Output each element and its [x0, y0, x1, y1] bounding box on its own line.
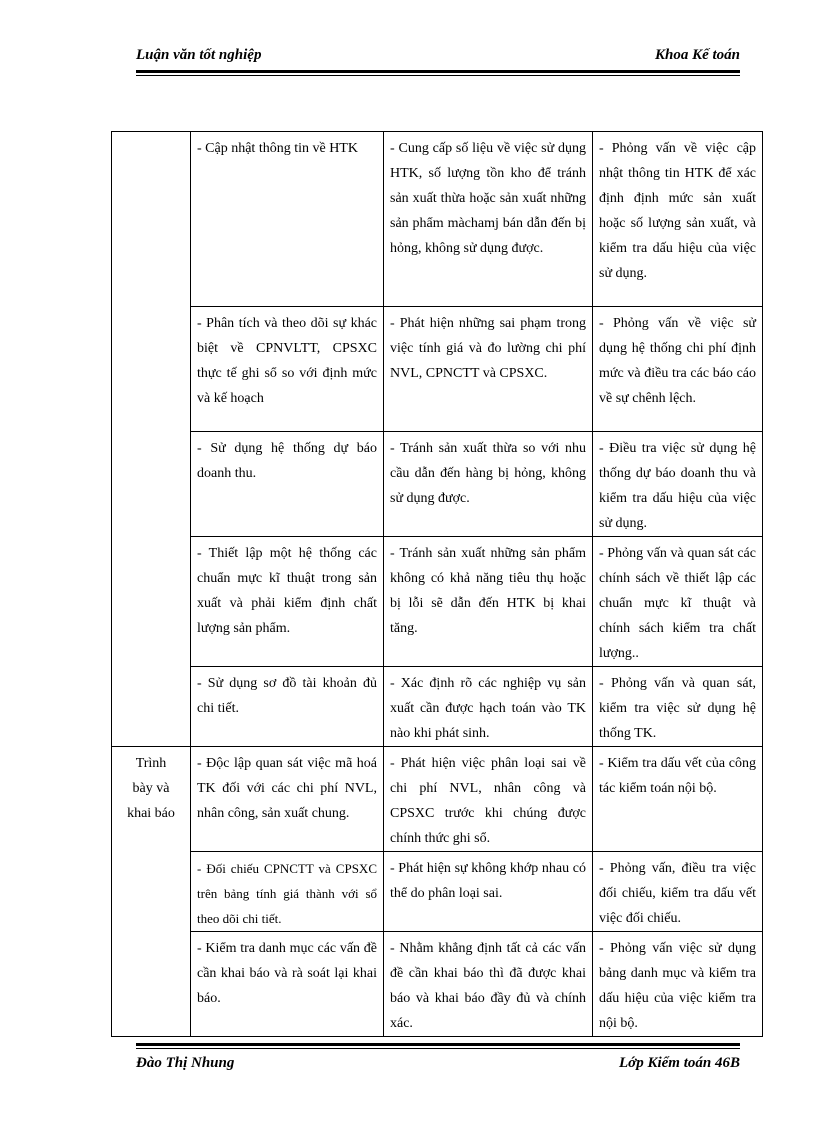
table-row — [112, 932, 763, 1037]
control-purpose-cell: - Xác định rõ các nghiệp vụ sản xuất cần được hạch toán vào TK nào khi phát sinh. — [384, 667, 593, 747]
group-cell-empty — [112, 132, 191, 747]
header-rule — [136, 70, 740, 73]
group-label-line: khai báo — [127, 806, 175, 821]
group-label-line: bày và — [132, 781, 170, 796]
table-row — [112, 432, 763, 537]
table-row — [112, 667, 763, 747]
table-row — [112, 132, 763, 307]
test-of-control-cell: - Kiểm tra dấu vết của công tác kiểm toán nội bộ. — [593, 747, 763, 852]
audit-control-table — [111, 131, 763, 1037]
header-department: Khoa Kế toán — [654, 47, 740, 63]
control-procedure-cell: - Sử dụng sơ đồ tài khoản đủ chi tiết. — [191, 667, 384, 747]
test-of-control-cell: - Điều tra việc sử dụng hệ thống dự báo doanh thu và kiểm tra dấu hiệu của việc sử dụng. — [593, 432, 763, 537]
footer-author: Đào Thị Nhung — [136, 1055, 235, 1071]
control-purpose-cell: - Phát hiện việc phân loại sai về chi phí NVL, nhân công và CPSXC trước khi chúng được chính thức ghi sổ. — [384, 747, 593, 852]
test-of-control-cell: - Phỏng vấn, điều tra việc đối chiếu, kiểm tra dấu vết việc đối chiếu. — [593, 852, 763, 932]
control-purpose-cell: - Tránh sản xuất những sản phẩm không có khả năng tiêu thụ hoặc bị lỗi sẽ dẫn đến HTK bị khai tăng. — [384, 537, 593, 667]
control-procedure-cell: - Sử dụng hệ thống dự báo doanh thu. — [191, 432, 384, 537]
test-of-control-cell: - Phỏng vấn và quan sát các chính sách về thiết lập các chuẩn mực kĩ thuật và chính sách kiểm tra chất lượng.. — [593, 537, 763, 667]
table-row — [112, 852, 763, 932]
control-purpose-cell: - Nhằm khẳng định tất cả các vấn đề cần khai báo thì đã được khai báo và khai báo đầy đủ và chính xác. — [384, 932, 593, 1037]
table-row — [112, 747, 763, 852]
control-purpose-cell: - Phát hiện sự không khớp nhau có thể do phân loại sai. — [384, 852, 593, 932]
control-purpose-cell: - Tránh sản xuất thừa so với nhu cầu dẫn đến hàng bị hỏng, không sử dụng được. — [384, 432, 593, 537]
group-cell-presentation — [112, 747, 191, 1037]
header-thesis-title: Luận văn tốt nghiệp — [136, 47, 262, 63]
control-procedure-cell: - Phân tích và theo dõi sự khác biệt về CPNVLTT, CPSXC thực tế ghi sổ so với định mức và kế hoạch — [191, 307, 384, 432]
control-purpose-cell: - Cung cấp số liệu về việc sử dụng HTK, số lượng tồn kho để tránh sản xuất thừa hoặc sản xuất những sản phẩm màchamj bán dẫn đến bị hỏng, không sử dụng được. — [384, 132, 593, 307]
page-footer — [136, 1055, 740, 1077]
control-purpose-cell: - Phát hiện những sai phạm trong việc tính giá và đo lường chi phí NVL, CPNCTT và CPSXC. — [384, 307, 593, 432]
control-procedure-cell: - Kiểm tra danh mục các vấn đề cần khai báo và rà soát lại khai báo. — [191, 932, 384, 1037]
header-rule-thin — [136, 75, 740, 76]
control-procedure-cell: - Đối chiếu CPNCTT và CPSXC trên bảng tính giá thành với sổ theo dõi chi tiết. — [191, 852, 384, 932]
footer-rule-thin — [136, 1048, 740, 1049]
control-procedure-cell: - Cập nhật thông tin về HTK — [191, 132, 384, 307]
footer-class: Lớp Kiểm toán 46B — [619, 1055, 740, 1071]
test-of-control-cell: - Phỏng vấn về việc sử dụng hệ thống chi phí định mức và điều tra các báo cáo về sự chênh lệch. — [593, 307, 763, 432]
control-procedure-cell: - Thiết lập một hệ thống các chuẩn mực kĩ thuật trong sản xuất và phải kiểm định chất lượng sản phẩm. — [191, 537, 384, 667]
test-of-control-cell: - Phỏng vấn về việc cập nhật thông tin HTK để xác định định mức sản xuất hoặc số lượng sản xuất, và kiểm tra dấu hiệu của việc sử dụng. — [593, 132, 763, 307]
group-label-line: Trình — [135, 756, 167, 771]
control-procedure-cell: - Độc lập quan sát việc mã hoá TK đối với các chi phí NVL, nhân công, sản xuất chung. — [191, 747, 384, 852]
footer-rule — [136, 1043, 740, 1046]
test-of-control-cell: - Phỏng vấn và quan sát, kiểm tra việc sử dụng hệ thống TK. — [593, 667, 763, 747]
table-row — [112, 537, 763, 667]
page-header — [136, 47, 740, 69]
test-of-control-cell: - Phỏng vấn việc sử dụng bảng danh mục và kiểm tra dấu hiệu của việc kiểm tra nội bộ. — [593, 932, 763, 1037]
table-row — [112, 307, 763, 432]
